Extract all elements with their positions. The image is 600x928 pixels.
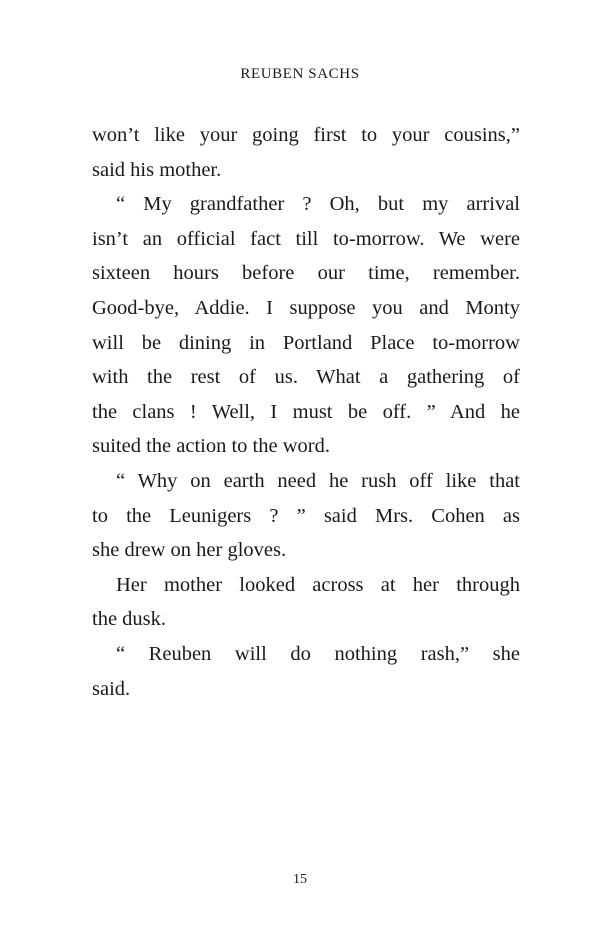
text-line: with the rest of us. What a gathering of bbox=[92, 366, 520, 389]
body-text bbox=[92, 118, 520, 706]
text-line: said. bbox=[92, 677, 131, 700]
running-head: REUBEN SACHS bbox=[240, 66, 360, 82]
text-line: won’t like your going first to your cousins,” bbox=[92, 124, 520, 146]
text-line: the clans ! Well, I must be off. ” And he bbox=[92, 400, 520, 423]
text-line: isn’t an official fact till to-morrow. We were bbox=[92, 227, 520, 250]
text-line: will be dining in Portland Place to-morrow bbox=[92, 331, 520, 354]
text-line: Good-bye, Addie. I suppose you and Monty bbox=[92, 296, 520, 319]
text-line: to the Leunigers ? ” said Mrs. Cohen as bbox=[92, 504, 520, 527]
text-line: “ Reuben will do nothing rash,” she bbox=[116, 642, 520, 665]
text-line: “ Why on earth need he rush off like that bbox=[116, 469, 520, 492]
text-line: she drew on her gloves. bbox=[92, 539, 287, 562]
text-line: Her mother looked across at her through bbox=[116, 573, 520, 596]
text-line: sixteen hours before our time, remember. bbox=[92, 262, 520, 285]
text-line: said his mother. bbox=[92, 158, 222, 181]
page-number: 15 bbox=[293, 872, 307, 887]
text-line: the dusk. bbox=[92, 608, 167, 631]
text-line: suited the action to the word. bbox=[92, 435, 330, 458]
text-line: “ My grandfather ? Oh, but my arrival bbox=[116, 193, 520, 216]
